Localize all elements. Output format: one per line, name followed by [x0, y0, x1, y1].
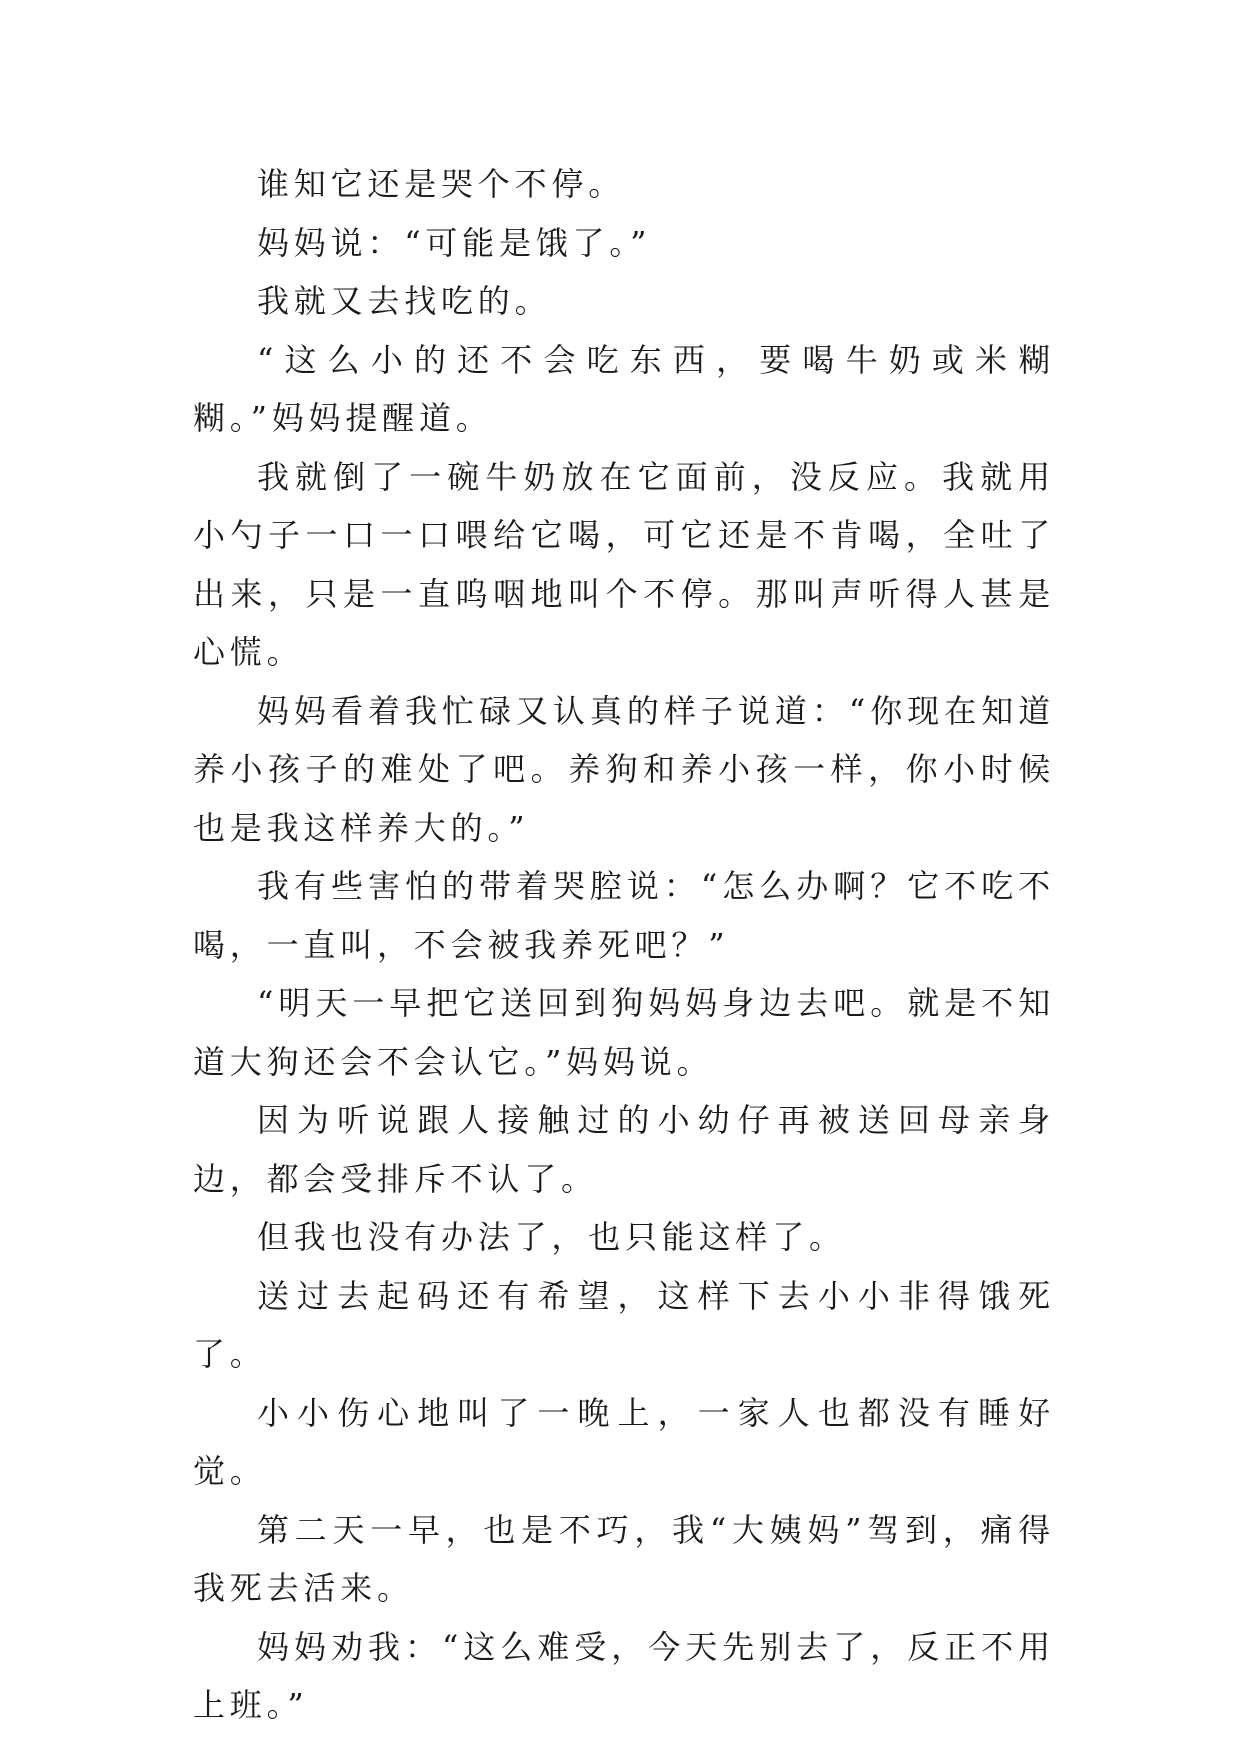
document-body — [193, 155, 1055, 1735]
paragraph: 我就又去找吃的。 — [257, 282, 552, 320]
paragraph: 但我也没有办法了，也只能这样了。 — [257, 1218, 846, 1256]
paragraph: 妈妈说：“可能是饿了。” — [257, 223, 652, 262]
paragraph: 妈妈劝我：“这么难受，今天先别去了，反正不用上班。” — [193, 1627, 1055, 1724]
paragraph: 谁知它还是哭个不停。 — [257, 165, 626, 203]
paragraph: 妈妈看着我忙碌又认真的样子说道：“你现在知道养小孩子的难处了吧。养狗和养小孩一样，你小时候也是我这样养大的。” — [193, 691, 1055, 847]
paragraph: “这么小的还不会吃东西，要喝牛奶或米糊糊。”妈妈提醒道。 — [193, 340, 1055, 437]
paragraph: 我有些害怕的带着哭腔说：“怎么办啊？它不吃不喝，一直叫，不会被我养死吧？” — [193, 867, 1055, 964]
paragraph: “明天一早把它送回到狗妈妈身边去吧。就是不知道大狗还会不会认它。”妈妈说。 — [193, 984, 1055, 1081]
paragraph: 送过去起码还有希望，这样下去小小非得饿死了。 — [193, 1276, 1055, 1373]
paragraph: 第二天一早，也是不巧，我“大姨妈”驾到，痛得我死去活来。 — [193, 1510, 1055, 1607]
paragraph: 小小伤心地叫了一晚上，一家人也都没有睡好觉。 — [193, 1393, 1055, 1490]
paragraph: 我就倒了一碗牛奶放在它面前，没反应。我就用小勺子一口一口喂给它喝，可它还是不肯喝，全吐了出来，只是一直呜咽地叫个不停。那叫声听得人甚是心慌。 — [193, 457, 1055, 671]
paragraph: 因为听说跟人接触过的小幼仔再被送回母亲身边，都会受排斥不认了。 — [193, 1101, 1055, 1198]
